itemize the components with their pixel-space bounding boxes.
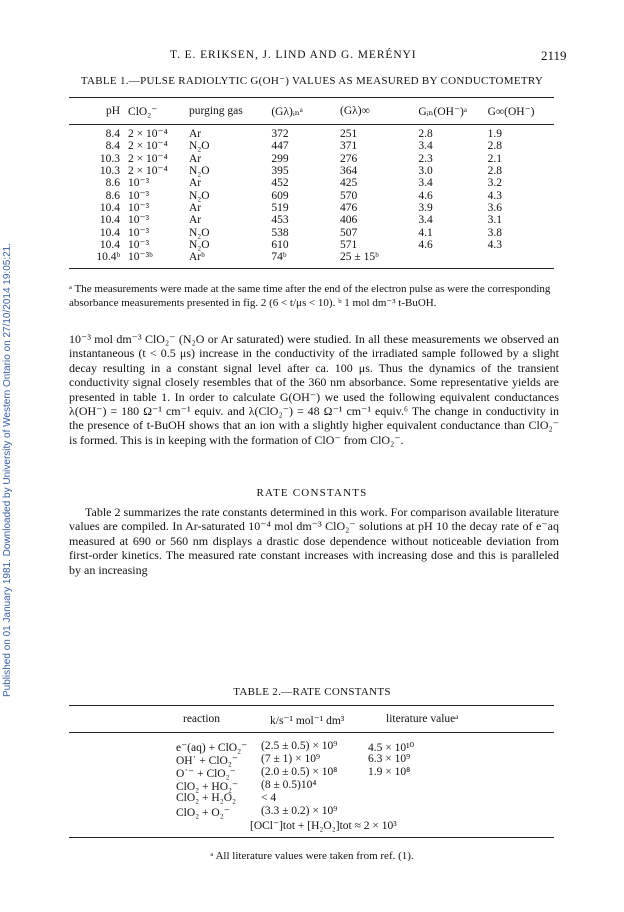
table-cell: 4.6	[418, 238, 433, 251]
table-cell: N₂O	[188, 189, 210, 202]
table-row	[69, 177, 554, 189]
table-cell: Arᵇ	[188, 251, 205, 264]
table1-header-cell: purging gas	[188, 105, 243, 117]
table-cell: 10⁻³	[128, 238, 150, 251]
table-cell: 10.4	[99, 226, 121, 239]
table-cell: 609	[271, 189, 289, 202]
table-cell: 2 × 10⁻⁴	[128, 140, 168, 153]
table-cell	[488, 251, 554, 263]
table-cell: 8.4	[105, 140, 121, 153]
table-cell: Ar	[188, 128, 202, 141]
paragraph-text: Table 2 summarizes the rate constants determined in this work. For comparison available literature values are compiled. In Ar-saturated 10⁻⁴ mol dm⁻³ ClO₂⁻ solutions at pH 10 the decay rate of e⁻aq measured at 690 or 560 nm displays a drastic dose dependence without noticeable deviation from first-order kinetics. The measured rate constant increases with increasing dose and this is paralleled by an increasing	[69, 505, 559, 577]
table1-header-cell: G∞(OH⁻)	[487, 106, 535, 118]
table-cell: 2.8	[487, 165, 502, 178]
table1-header-cell: Gᵢₙ(OH⁻)ᵃ	[418, 106, 467, 118]
download-watermark: Published on 01 January 1981. Downloaded by University of Western Ontario on 27/10/2014 19:05:21.	[2, 243, 13, 697]
table-cell: 2.1	[487, 152, 502, 165]
table2-extra-line: [OCl⁻]tot + [H₂O₂]tot ≈ 2 × 10³	[250, 820, 397, 832]
table-cell: 10⁻³ᵇ	[128, 251, 153, 264]
table2-header-cell: k/s⁻¹ mol⁻¹ dm³	[270, 715, 345, 727]
table2-top-rule	[69, 705, 554, 706]
table-cell: 1.9	[487, 128, 502, 141]
table-cell: 10⁻³	[128, 177, 150, 190]
table-cell: ClO₂ + H₂O₂	[176, 792, 237, 804]
table-cell: 425	[340, 177, 358, 190]
table1-header-cell: (Gλ)ᵢₙᵃ	[271, 106, 303, 118]
table-cell: 2.3	[418, 152, 433, 165]
table1	[69, 98, 554, 263]
table2-bottom-rule	[69, 837, 554, 838]
table-cell: 4.1	[418, 226, 433, 239]
table-row	[69, 189, 554, 201]
table-cell	[418, 251, 487, 263]
table1-bottom-rule	[69, 268, 554, 269]
table2-header-rule	[69, 732, 554, 733]
table-cell: Ar	[188, 152, 202, 165]
table-cell: 10.3	[99, 165, 121, 178]
table1-header-cell: pH	[105, 105, 121, 117]
table-cell: e⁻(aq) + ClO₂⁻	[176, 742, 248, 754]
table-cell: 10.3	[99, 152, 121, 165]
table2-header-cell: reaction	[183, 713, 221, 725]
table-cell: 251	[340, 128, 358, 141]
table-row	[69, 214, 554, 226]
paragraph-text: 10⁻³ mol dm⁻³ ClO₂⁻ (N₂O or Ar saturated) were studied. In all these measurements we observed an instantaneous (t < 0.5 μs) increase in the conductivity of the irradiated sample followed by a slight decay resulting in a constant signal level after ca. 100 μs. Thus the dynamics of the transient conductivity signal closely resembles that of the 360 nm absorbance. Some representative yields are presented in table 1. In order to calculate G(OH⁻) we used the following equivalent conductances λ(OH⁻) = 180 Ω⁻¹ cm⁻¹ equiv. and λ(ClO₂⁻) = 48 Ω⁻¹ cm⁻¹ equiv.⁶ The change in conductivity in the presence of t-BuOH shows that an ion with a slightly higher equivalent conductance than ClO₂⁻ is formed. This is in keeping with the formation of ClO⁻ from ClO₂⁻.	[69, 332, 559, 447]
table-cell: 276	[340, 152, 358, 165]
table-cell: 3.0	[418, 165, 433, 178]
table-cell: 2 × 10⁻⁴	[128, 165, 168, 178]
table-cell: 4.3	[487, 189, 502, 202]
author-line: T. E. ERIKSEN, J. LIND AND G. MERÉNYI	[170, 49, 417, 61]
table2-caption: TABLE 2.—RATE CONSTANTS	[233, 686, 391, 698]
table-cell: O˙⁻ + ClO₂⁻	[176, 768, 236, 780]
table-cell: 4.5 × 10¹⁰	[368, 742, 415, 754]
table-cell: 364	[340, 165, 358, 178]
table-cell: 6.3 × 10⁹	[368, 753, 411, 765]
section-title: RATE CONSTANTS	[256, 487, 368, 499]
table-cell: 507	[340, 226, 358, 239]
table1-header-cell: (Gλ)∞	[340, 105, 370, 117]
table-cell: 3.1	[487, 214, 502, 227]
table-cell: (7 ± 1) × 10⁹	[261, 753, 320, 765]
table-cell: < 4	[261, 792, 277, 804]
table-cell: 2.8	[418, 128, 433, 141]
table-row	[69, 128, 554, 140]
table-cell: 299	[271, 152, 289, 165]
table-cell: 10⁻³	[128, 201, 150, 214]
table-cell: OH˙ + ClO₂⁻	[176, 755, 238, 767]
table-cell: (8 ± 0.5)10⁴	[261, 779, 317, 791]
table-cell: 10.4	[99, 238, 121, 251]
table-cell: 25 ± 15ᵇ	[340, 251, 379, 264]
table-row	[69, 226, 554, 238]
table-cell: 8.4	[105, 128, 121, 141]
table-cell: 8.6	[105, 177, 121, 190]
table-cell: 10.4ᵇ	[96, 251, 121, 264]
table-row	[69, 140, 554, 152]
table-cell: N₂O	[188, 140, 210, 153]
table2-header-cell: literature valueᵃ	[386, 713, 459, 725]
table-cell: 452	[271, 177, 289, 190]
body-paragraph-2	[69, 505, 559, 577]
table-cell: 10.4	[99, 214, 121, 227]
table-cell: 74ᵇ	[271, 251, 287, 264]
table-cell: N₂O	[188, 165, 210, 178]
table-cell: 10⁻³	[128, 226, 150, 239]
table-cell: 2 × 10⁻⁴	[128, 152, 168, 165]
running-head	[0, 49, 624, 65]
table-cell: 453	[271, 214, 289, 227]
table-cell: (2.5 ± 0.5) × 10⁹	[261, 740, 338, 752]
table1-caption: TABLE 1.—PULSE RADIOLYTIC G(OH⁻) VALUES AS MEASURED BY CONDUCTOMETRY	[80, 75, 544, 87]
table-cell: 570	[340, 189, 358, 202]
table-cell: 538	[271, 226, 289, 239]
table-cell: 395	[271, 165, 289, 178]
table-row	[69, 165, 554, 177]
table-cell: 10⁻³	[128, 189, 150, 202]
table-row	[69, 202, 554, 214]
table-cell: 10⁻³	[128, 214, 150, 227]
table-cell: 406	[340, 214, 358, 227]
page-number: 2119	[541, 48, 567, 63]
table-cell: 2 × 10⁻⁴	[128, 128, 168, 141]
table-cell: (2.0 ± 0.5) × 10⁸	[261, 766, 338, 778]
table-cell: 4.3	[487, 238, 502, 251]
table-cell: 447	[271, 140, 289, 153]
table-cell: 610	[271, 238, 289, 251]
table-cell: 3.4	[418, 140, 433, 153]
table-cell: 10.4	[99, 201, 121, 214]
table-cell: 571	[340, 238, 358, 251]
table-row	[69, 251, 554, 263]
table-cell: N₂O	[188, 226, 210, 239]
table-cell: 3.4	[418, 177, 433, 190]
table-cell: (3.3 ± 0.2) × 10⁹	[261, 805, 338, 817]
table1-footnote: ᵃ The measurements were made at the same time after the end of the electron pulse as were the corresponding absorbance measurements presented in fig. 2 (6 < t/μs < 10). ᵇ 1 mol dm⁻³ t-BuOH.	[69, 283, 551, 309]
table-cell: 2.8	[487, 140, 502, 153]
table-cell: 372	[271, 128, 289, 141]
table1-header-row	[69, 98, 554, 124]
table2-footnote: ᵃ All literature values were taken from ref. (1).	[210, 850, 414, 862]
table-cell: ClO₂ + HO₂⁻	[176, 781, 239, 793]
table-row	[69, 153, 554, 165]
table-cell: 476	[340, 201, 358, 214]
table-cell: 1.9 × 10⁸	[368, 766, 411, 778]
table-cell: Ar	[188, 201, 202, 214]
table-cell: 3.4	[418, 214, 433, 227]
table-cell: Ar	[188, 177, 202, 190]
table-cell: 3.9	[418, 201, 433, 214]
table-cell: 371	[340, 140, 358, 153]
table-cell: 3.8	[487, 226, 502, 239]
table1-header-cell: ClO₂⁻	[128, 106, 158, 118]
table-cell: 8.6	[105, 189, 121, 202]
table-cell: ClO₂ + O₂⁻	[176, 807, 230, 819]
table-cell: 4.6	[418, 189, 433, 202]
table-cell: 3.2	[487, 177, 502, 190]
table-cell: N₂O	[188, 238, 210, 251]
table-cell: 3.6	[487, 201, 502, 214]
body-paragraph-1	[69, 332, 559, 447]
table-cell: Ar	[188, 214, 202, 227]
table-cell: 519	[271, 201, 289, 214]
table-row	[69, 239, 554, 251]
